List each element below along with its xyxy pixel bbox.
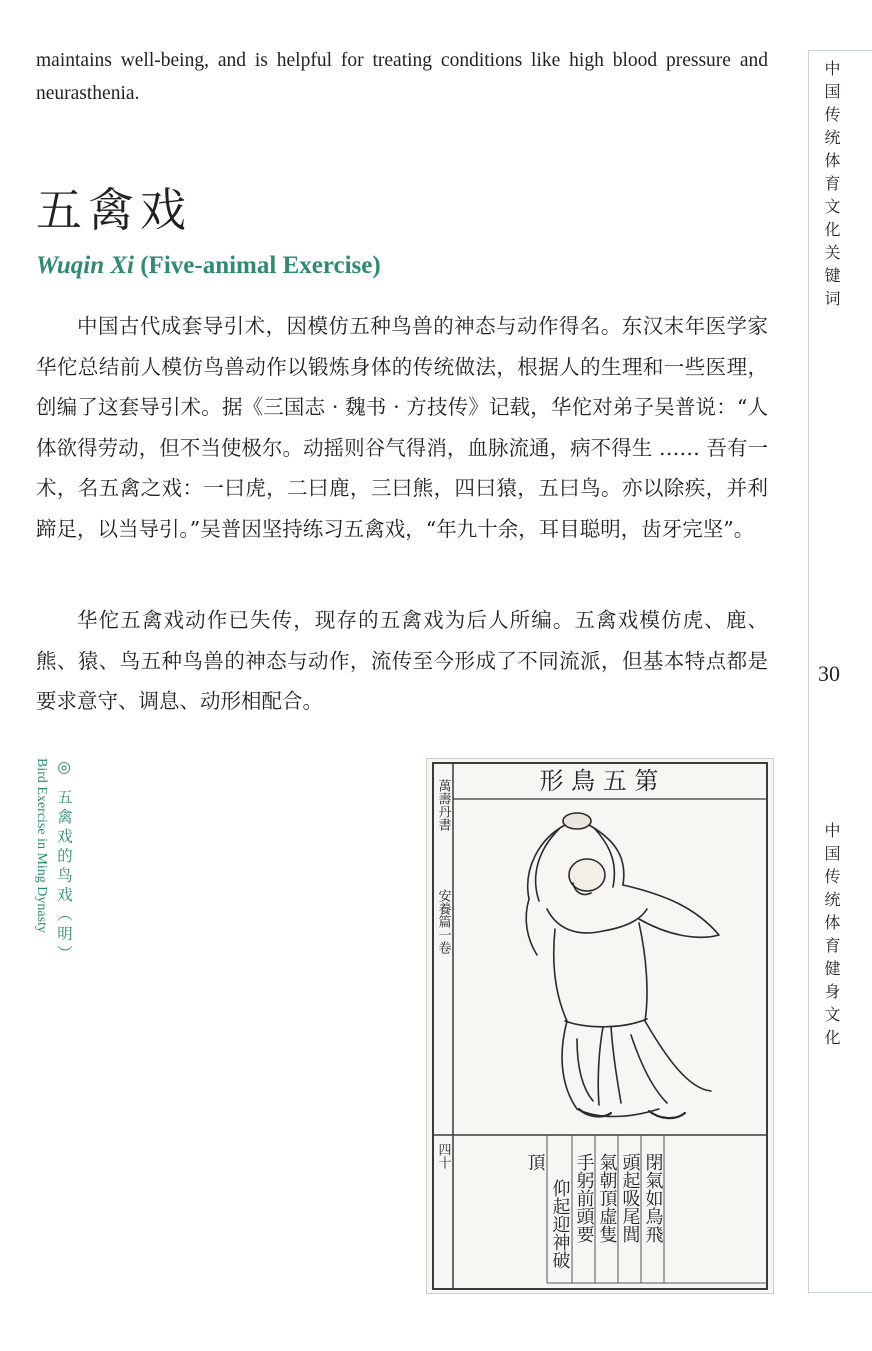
woodcut-verse-3: 氣朝頂虛隻	[596, 1153, 618, 1243]
title-pinyin: Wuqin Xi	[36, 252, 134, 279]
section-title-chinese: 五禽戏	[36, 183, 192, 237]
woodcut-verse-6: 頂	[524, 1153, 546, 1171]
body-paragraph-2: 华佗五禽戏动作已失传，现存的五禽戏为后人所编。五禽戏模仿虎、鹿、熊、猿、鸟五种鸟兽的神态与动作，流传至今形成了不同流派，但基本特点都是要求意守、调息、动形相配合。	[36, 608, 768, 713]
intro-paragraph: maintains well-being, and is helpful for treating conditions like high blood pressure and neurasthenia.	[36, 50, 768, 104]
sidebar-top-rule	[808, 50, 872, 51]
figure-caption	[30, 758, 74, 998]
bird-exercise-figure	[526, 813, 719, 1118]
sidebar-series-title: 中国传统体育文化关键词	[822, 60, 841, 313]
caption-english: Bird Exercise in Ming Dynasty	[34, 758, 49, 933]
woodcut-margin-leaf: 四十	[435, 1143, 451, 1169]
woodcut-margin-title: 萬壽丹書	[435, 779, 451, 831]
woodcut-verse-1: 閉氣如鳥飛	[642, 1153, 664, 1243]
woodcut-header: 形 鳥 五 第	[539, 767, 659, 795]
title-gloss: (Five-animal Exercise)	[133, 252, 381, 279]
body-paragraph-1: 中国古代成套导引术，因模仿五种鸟兽的神态与动作得名。东汉末年医学家华佗总结前人模仿鸟兽动作以锻炼身体的传统做法，根据人的生理和一些医理，创编了这套导引术。据《三国志 · 魏书 · 方技传》记载，华佗对弟子吴普说：“人体欲得劳动，但不当使极尔。动摇则谷气得消，血脉流通，病不得生 …… 吾有一术，名五禽之戏：一曰虎，二曰鹿，三曰熊，四曰猿，五曰鸟。亦以除疾，并利蹄足，以当导引。”吴普因坚持练习五禽戏，“年九十余，耳目聪明，齿牙完坚”。	[36, 314, 768, 541]
woodcut-verse-5: 仰起迎神破	[549, 1179, 571, 1269]
sidebar-section-title: 中国传统体育健身文化	[822, 822, 841, 1052]
woodcut-verse-2: 頭起吸尾閭	[619, 1153, 641, 1243]
section-title-english	[36, 248, 381, 284]
sidebar-bottom-rule	[808, 1292, 872, 1293]
woodcut-illustration	[426, 758, 774, 1294]
sidebar-rule	[808, 50, 809, 1294]
page-number: 30	[818, 661, 840, 686]
caption-chinese: ◎ 五禽戏的鸟戏（明）	[55, 758, 73, 965]
woodcut-margin-volume: 安養篇一卷	[435, 889, 451, 954]
woodcut-verse-4: 手躬前頭要	[573, 1153, 595, 1243]
